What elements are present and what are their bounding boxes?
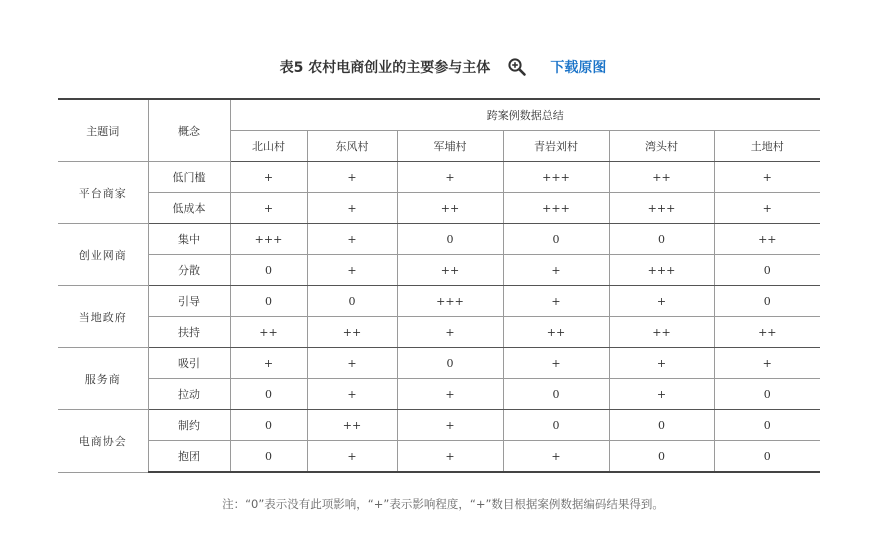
value-cell: 0	[230, 379, 307, 410]
value-cell: +	[397, 162, 503, 193]
header-summary: 跨案例数据总结	[230, 99, 820, 131]
concept-cell: 集中	[148, 224, 230, 255]
table-body	[58, 162, 820, 473]
table-row	[58, 193, 820, 224]
value-cell: 0	[609, 410, 714, 441]
concept-cell: 制约	[148, 410, 230, 441]
value-cell: 0	[714, 379, 820, 410]
concept-cell: 低门槛	[148, 162, 230, 193]
value-cell: +	[397, 441, 503, 473]
value-cell: ++	[609, 317, 714, 348]
header-subject: 主题词	[58, 99, 148, 162]
header-village: 湾头村	[609, 131, 714, 162]
value-cell: +++	[609, 193, 714, 224]
value-cell: +	[503, 441, 609, 473]
value-cell: +	[307, 255, 397, 286]
table-row	[58, 224, 820, 255]
value-cell: +	[397, 317, 503, 348]
table-caption: 表5 农村电商创业的主要参与主体	[279, 59, 491, 76]
concept-cell: 低成本	[148, 193, 230, 224]
value-cell: +	[230, 162, 307, 193]
value-cell: +	[307, 348, 397, 379]
value-cell: +	[503, 255, 609, 286]
concept-cell: 吸引	[148, 348, 230, 379]
concept-cell: 扶持	[148, 317, 230, 348]
value-cell: ++	[307, 317, 397, 348]
concept-cell: 分散	[148, 255, 230, 286]
value-cell: 0	[230, 255, 307, 286]
value-cell: +	[503, 348, 609, 379]
value-cell: +	[230, 348, 307, 379]
value-cell: 0	[307, 286, 397, 317]
table-row	[58, 379, 820, 410]
download-original-link[interactable]: 下载原图	[550, 59, 607, 76]
subject-cell: 当地政府	[58, 286, 148, 348]
concept-cell: 拉动	[148, 379, 230, 410]
value-cell: 0	[503, 379, 609, 410]
value-cell: 0	[503, 410, 609, 441]
value-cell: +++	[503, 162, 609, 193]
value-cell: ++	[503, 317, 609, 348]
header-row-1	[58, 99, 820, 131]
value-cell: ++	[230, 317, 307, 348]
value-cell: +	[307, 193, 397, 224]
table-row	[58, 286, 820, 317]
subject-cell: 服务商	[58, 348, 148, 410]
value-cell: +	[397, 410, 503, 441]
value-cell: 0	[397, 224, 503, 255]
value-cell: ++	[714, 317, 820, 348]
header-village: 北山村	[230, 131, 307, 162]
value-cell: +++	[230, 224, 307, 255]
value-cell: +	[307, 441, 397, 473]
value-cell: +	[714, 348, 820, 379]
value-cell: +	[307, 379, 397, 410]
value-cell: 0	[230, 286, 307, 317]
subject-cell: 电商协会	[58, 410, 148, 473]
value-cell: +	[714, 162, 820, 193]
subject-cell: 创业网商	[58, 224, 148, 286]
value-cell: +	[714, 193, 820, 224]
value-cell: +	[609, 348, 714, 379]
value-cell: 0	[230, 441, 307, 473]
table-row	[58, 317, 820, 348]
concept-cell: 引导	[148, 286, 230, 317]
subject-cell: 平台商家	[58, 162, 148, 224]
value-cell: 0	[503, 224, 609, 255]
value-cell: ++	[397, 193, 503, 224]
header-concept: 概念	[148, 99, 230, 162]
header-village: 青岩刘村	[503, 131, 609, 162]
value-cell: ++	[714, 224, 820, 255]
value-cell: +++	[397, 286, 503, 317]
value-cell: 0	[609, 441, 714, 473]
value-cell: +	[397, 379, 503, 410]
value-cell: +++	[609, 255, 714, 286]
value-cell: 0	[714, 441, 820, 473]
value-cell: ++	[397, 255, 503, 286]
header-village: 东风村	[307, 131, 397, 162]
value-cell: +++	[503, 193, 609, 224]
title-row	[0, 56, 886, 82]
table-row	[58, 348, 820, 379]
zoom-in-icon[interactable]	[507, 57, 527, 77]
value-cell: +	[609, 286, 714, 317]
header-village: 土地村	[714, 131, 820, 162]
table-row	[58, 441, 820, 473]
value-cell: 0	[714, 255, 820, 286]
value-cell: ++	[307, 410, 397, 441]
value-cell: +	[503, 286, 609, 317]
table-row	[58, 162, 820, 193]
value-cell: +	[230, 193, 307, 224]
value-cell: ++	[609, 162, 714, 193]
table-row	[58, 410, 820, 441]
concept-cell: 抱团	[148, 441, 230, 473]
table-row	[58, 255, 820, 286]
value-cell: +	[609, 379, 714, 410]
value-cell: 0	[609, 224, 714, 255]
footnote: 注：“0”表示没有此项影响，“+”表示影响程度，“+”数目根据案例数据编码结果得到。	[222, 497, 664, 511]
header-village: 军埔村	[397, 131, 503, 162]
value-cell: 0	[397, 348, 503, 379]
value-cell: 0	[714, 410, 820, 441]
value-cell: +	[307, 224, 397, 255]
value-cell: +	[307, 162, 397, 193]
data-table	[58, 98, 820, 473]
value-cell: 0	[230, 410, 307, 441]
value-cell: 0	[714, 286, 820, 317]
